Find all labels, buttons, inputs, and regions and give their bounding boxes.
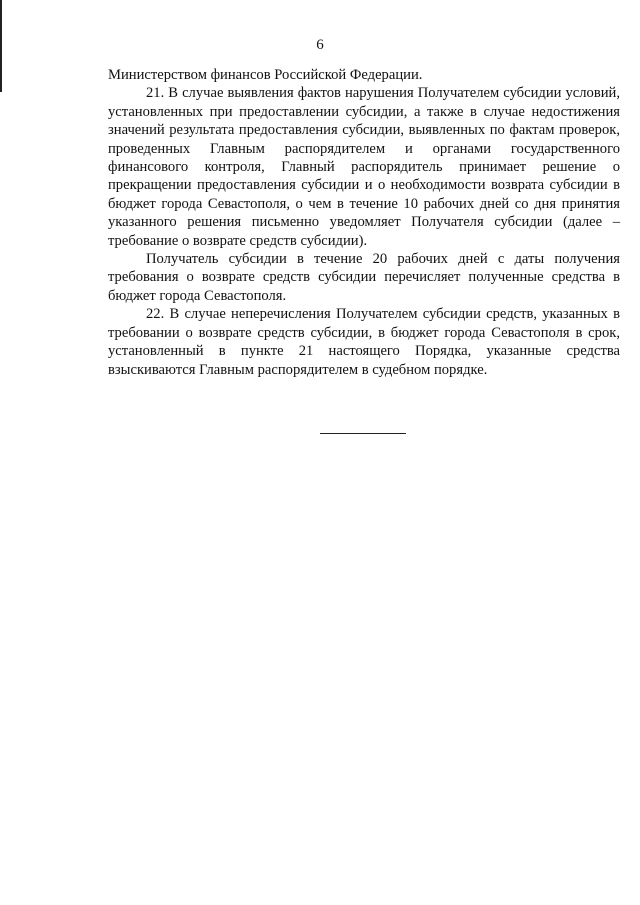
paragraph-recipient-refund: Получатель субсидии в течение 20 рабочих дней с даты получения требования о возврате средств субсидии перечисляет полученные средства в бюджет города Севастополя. <box>108 251 620 304</box>
page-number: 6 <box>316 37 324 53</box>
paragraph-clause-21: 21. В случае выявления фактов нарушения Получателем субсидии условий, установленных при предоставлении субсидии, а также в случае недостижения значений результата предоставления субсидии, выявленных по фактам проверок, проведенных Главным распорядителем и органами государственного финансового контроля, Главный распорядитель принимает решение о прекращении предоставления субсидии и о необходимости возврата субсидии в бюджет города Севастополя, о чем в течение 10 рабочих дней со дня принятия указанного решения письменно уведомляет Получателя субсидии (далее – требование о возврате средств субсидии). <box>108 85 620 249</box>
paragraph-clause-22: 22. В случае неперечисления Получателем субсидии средств, указанных в требовании о возврате средств субсидии, в бюджет города Севастополя в срок, установленный в пункте 21 настоящего Порядка, указанные средства взыскиваются Главным распорядителем в судебном порядке. <box>108 306 620 378</box>
document-body <box>108 66 620 379</box>
paragraph-continuation: Министерством финансов Российской Федерации. <box>108 67 423 83</box>
end-separator-line <box>320 433 406 434</box>
